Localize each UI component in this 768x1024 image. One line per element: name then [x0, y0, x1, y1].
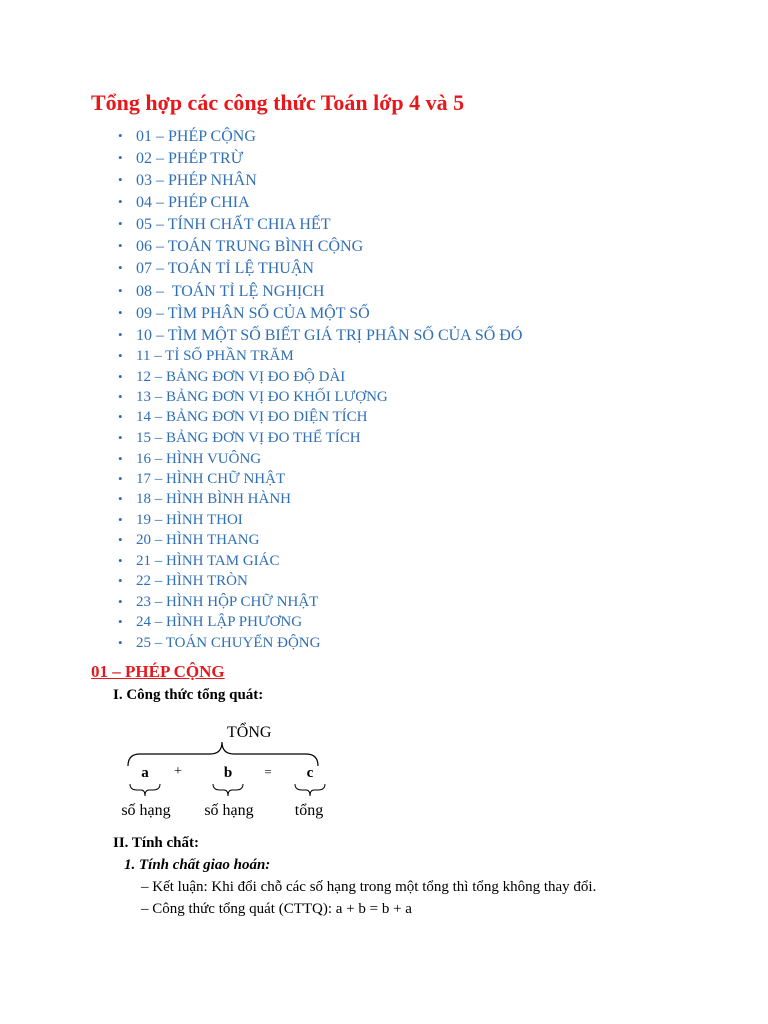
toc-item-label: 24 – HÌNH LẬP PHƯƠNG: [136, 614, 303, 630]
bullet-icon: •: [118, 532, 123, 547]
toc-item-label: 14 – BẢNG ĐƠN VỊ ĐO DIỆN TÍCH: [136, 409, 368, 425]
bullet-icon: •: [118, 471, 123, 486]
toc-item-label: 21 – HÌNH TAM GIÁC: [136, 553, 280, 569]
toc-item-label: 04 – PHÉP CHIA: [136, 194, 250, 211]
toc-item-label: 13 – BẢNG ĐƠN VỊ ĐO KHỐI LƯỢNG: [136, 389, 388, 405]
bullet-icon: •: [118, 430, 123, 445]
bullet-icon: •: [118, 348, 123, 363]
addition-diagram: [110, 718, 350, 823]
bullet-icon: •: [118, 305, 123, 320]
bullet-icon: •: [118, 389, 123, 404]
page-title: Tổng hợp các công thức Toán lớp 4 và 5: [91, 90, 465, 115]
toc-item-label: 17 – HÌNH CHỮ NHẬT: [136, 471, 286, 487]
toc-item-label: 06 – TOÁN TRUNG BÌNH CỘNG: [136, 238, 364, 255]
bullet-icon: •: [118, 369, 123, 384]
label-b: số hạng: [204, 802, 254, 819]
section-heading: 01 – PHÉP CỘNG: [91, 662, 225, 681]
toc-item-label: 23 – HÌNH HỘP CHỮ NHẬT: [136, 594, 319, 610]
toc-item-label: 18 – HÌNH BÌNH HÀNH: [136, 491, 291, 507]
toc-item-label: 07 – TOÁN TỈ LỆ THUẬN: [136, 260, 314, 277]
toc-item-label: 09 – TÌM PHÂN SỐ CỦA MỘT SỐ: [136, 305, 370, 322]
bullet-icon: •: [118, 327, 123, 342]
plus-sign: +: [174, 764, 182, 779]
label-c: tổng: [294, 802, 324, 819]
property-1-heading: 1. Tính chất giao hoán:: [124, 857, 271, 873]
bullet-icon: •: [118, 409, 123, 424]
bullet-icon: •: [118, 283, 123, 298]
label-a: số hạng: [121, 802, 171, 819]
term-a: a: [141, 765, 149, 781]
toc-item-label: 05 – TÍNH CHẤT CHIA HẾT: [136, 216, 331, 233]
toc-item-label: 22 – HÌNH TRÒN: [136, 573, 248, 589]
bullet-icon: •: [118, 194, 123, 209]
toc-item-label: 02 – PHÉP TRỪ: [136, 150, 244, 167]
bullet-icon: •: [118, 172, 123, 187]
equals-sign: =: [264, 764, 272, 779]
bullet-icon: •: [118, 573, 123, 588]
term-c: c: [306, 765, 314, 781]
toc-item-label: 25 – TOÁN CHUYỂN ĐỘNG: [136, 635, 321, 651]
brace-a: [130, 784, 160, 796]
toc-item-label: 15 – BẢNG ĐƠN VỊ ĐO THỂ TÍCH: [136, 430, 361, 446]
bullet-icon: •: [118, 614, 123, 629]
bullet-icon: •: [118, 451, 123, 466]
brace-c: [295, 784, 325, 796]
bullet-icon: •: [118, 238, 123, 253]
toc-item-label: 03 – PHÉP NHÂN: [136, 172, 257, 189]
bullet-icon: •: [118, 512, 123, 527]
bullet-icon: •: [118, 491, 123, 506]
toc-item-label: 08 – TOÁN TỈ LỆ NGHỊCH: [136, 283, 325, 300]
bullet-icon: •: [118, 635, 123, 650]
toc-item-label: 10 – TÌM MỘT SỐ BIẾT GIÁ TRỊ PHÂN SỐ CỦA SỐ ĐÓ: [136, 327, 523, 344]
bullet-icon: •: [118, 216, 123, 231]
bullet-icon: •: [118, 553, 123, 568]
conclusion-line: – Kết luận: Khi đổi chỗ các số hạng trong một tổng thì tổng không thay đổi.: [141, 879, 597, 895]
toc-item-label: 20 – HÌNH THANG: [136, 532, 260, 548]
top-label: TỔNG: [227, 724, 272, 741]
bullet-icon: •: [118, 594, 123, 609]
toc-item-label: 19 – HÌNH THOI: [136, 512, 243, 528]
bullet-icon: •: [118, 128, 123, 143]
brace-b: [213, 784, 243, 796]
properties-heading: II. Tính chất:: [113, 835, 200, 851]
toc-item-label: 01 – PHÉP CỘNG: [136, 128, 256, 145]
bullet-icon: •: [118, 150, 123, 165]
general-formula-heading: I. Công thức tổng quát:: [113, 687, 264, 703]
toc-item-label: 16 – HÌNH VUÔNG: [136, 451, 262, 467]
toc-item-label: 11 – TỈ SỐ PHẦN TRĂM: [136, 348, 294, 364]
formula-line: – Công thức tổng quát (CTTQ): a + b = b + a: [141, 901, 412, 917]
bullet-icon: •: [118, 260, 123, 275]
term-b: b: [223, 765, 233, 781]
toc-item-label: 12 – BẢNG ĐƠN VỊ ĐO ĐỘ DÀI: [136, 369, 346, 385]
